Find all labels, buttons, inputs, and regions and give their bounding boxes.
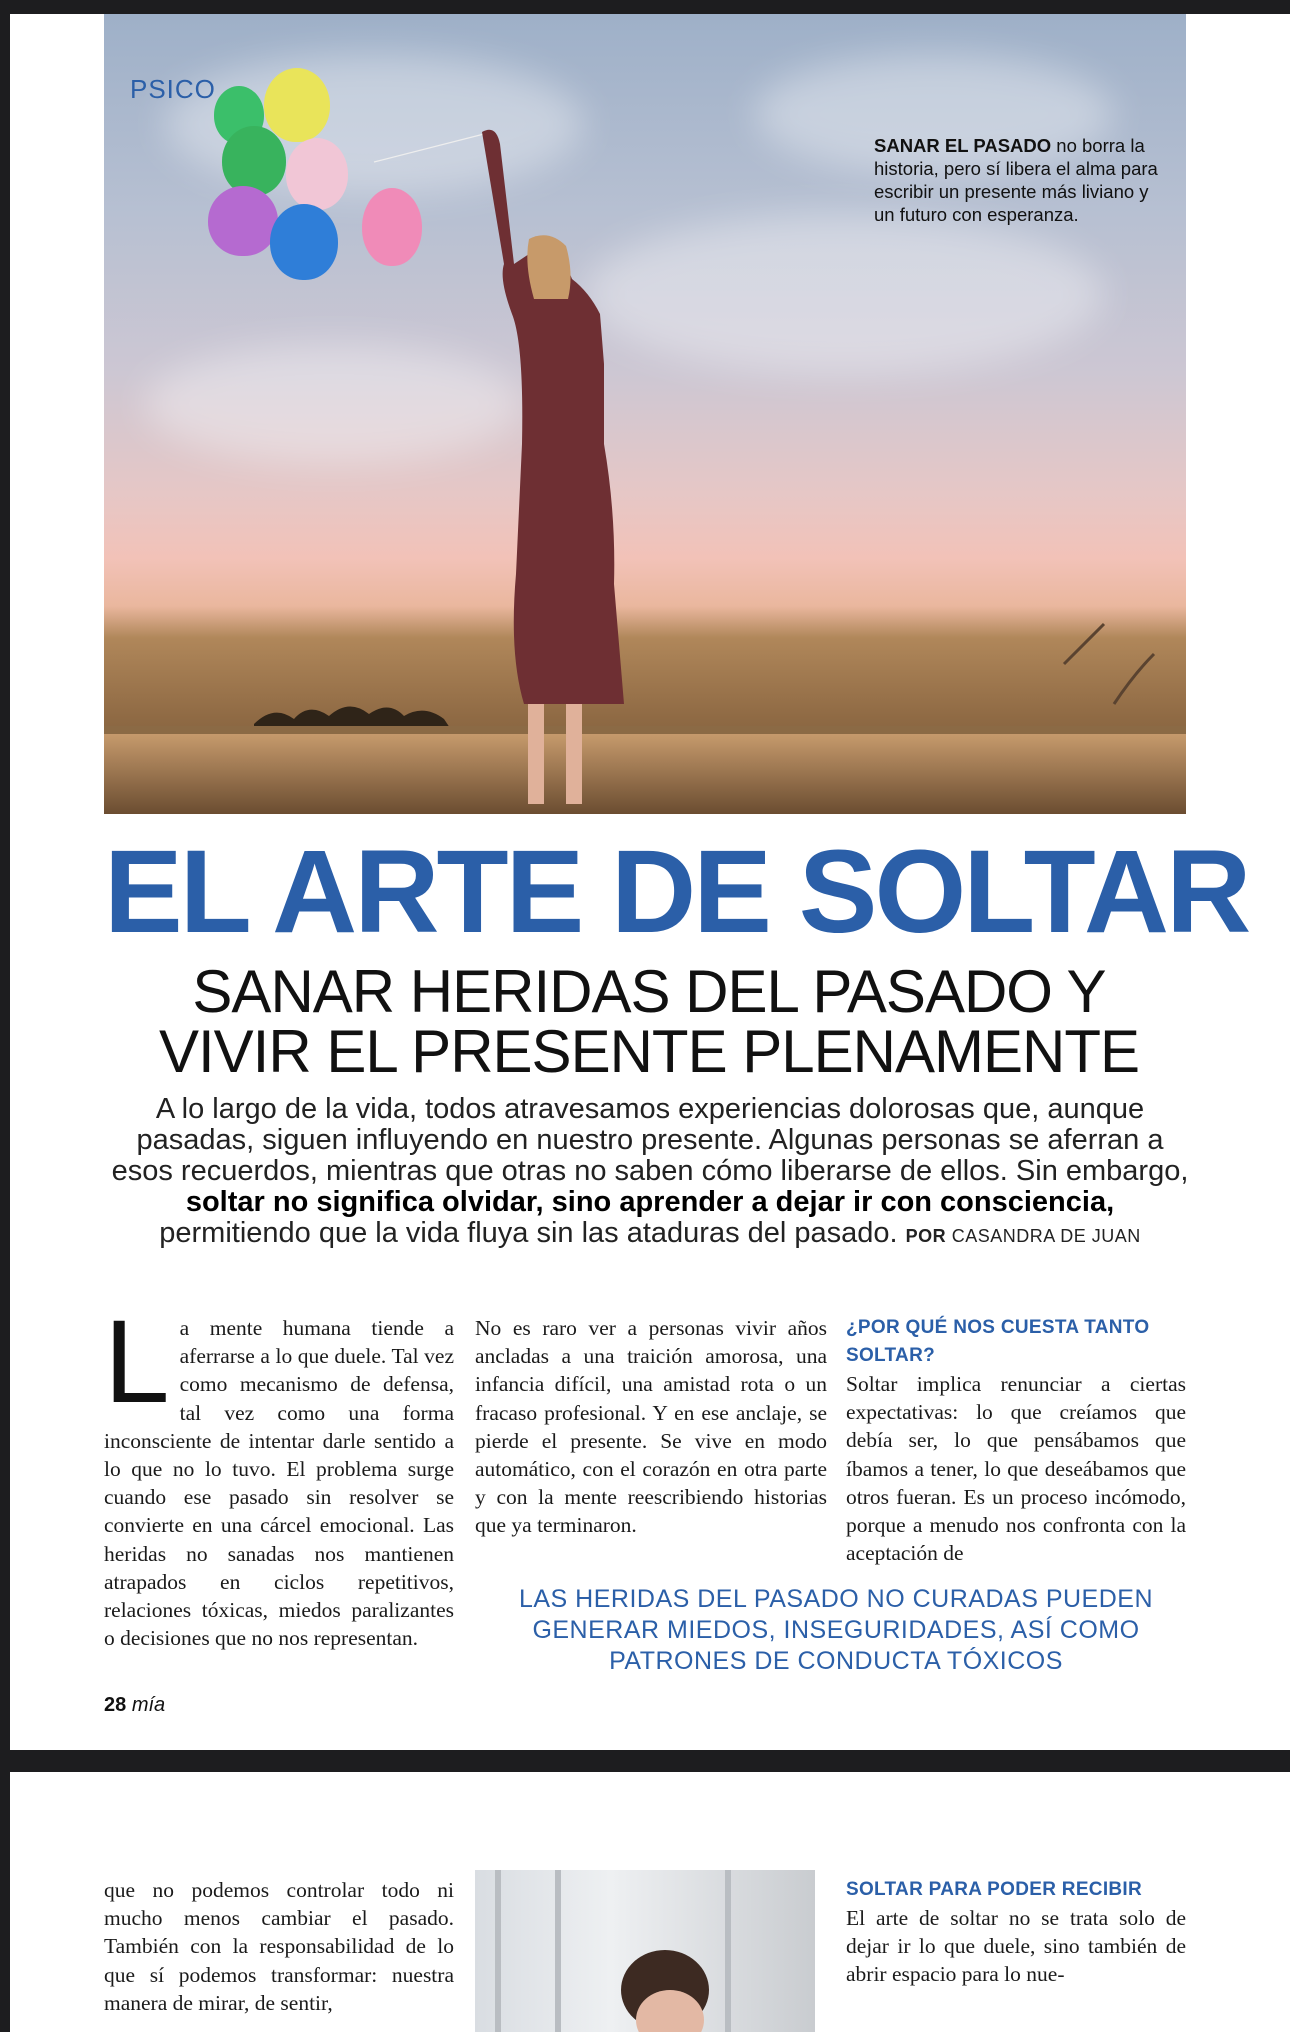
section-label: PSICO bbox=[130, 74, 216, 104]
hero-caption-text: no borra la historia, pero sí libera el alma para escribir un presente más liviano y un futuro con esperanza. bbox=[874, 135, 1158, 225]
hero-caption bbox=[874, 134, 1164, 226]
magazine-brand: mía bbox=[131, 1694, 166, 1716]
article-lead bbox=[110, 1094, 1190, 1252]
green-balloon bbox=[222, 126, 286, 196]
pink-balloon bbox=[362, 188, 422, 266]
article-title: EL ARTE DE SOLTAR bbox=[104, 826, 1249, 958]
article-photo bbox=[475, 1870, 815, 2032]
column-heading: ¿POR QUÉ NOS CUESTA TANTO SOLTAR? bbox=[846, 1317, 1150, 1366]
blue-balloon bbox=[270, 204, 338, 280]
lead-text: permitiendo que la vida fluya sin las ataduras del pasado. bbox=[159, 1217, 906, 1249]
pink-balloon bbox=[286, 138, 348, 210]
lead-emphasis: soltar no significa olvidar, sino aprender a dejar ir con consciencia, bbox=[185, 1186, 1115, 1218]
magazine-page-29 bbox=[10, 1772, 1290, 2032]
body-column-2 bbox=[475, 1314, 827, 1540]
hero-caption-lead: SANAR EL PASADO bbox=[874, 135, 1052, 156]
column-text: Soltar implica renunciar a ciertas expectativas: lo que creíamos que debía ser, lo que pensábamos que íbamos a tener, lo que deseábamos que otros fueran. Es un proceso incómodo, porque a menudo nos confronta con la aceptación de bbox=[846, 1372, 1186, 1566]
yellow-balloon bbox=[264, 68, 330, 142]
subtitle-line: VIVIR EL PRESENTE PLENAMENTE bbox=[158, 1018, 1140, 1085]
page-folio bbox=[104, 1694, 165, 1717]
column-heading: SOLTAR PARA PODER RECIBIR bbox=[846, 1879, 1143, 1900]
column-text: que no podemos controlar todo ni mucho menos cambiar el pasado. También con la responsabilidad de lo que sí podemos transformar: nuestra manera de mirar, de sentir, bbox=[104, 1878, 454, 2015]
byline-author: CASANDRA DE JUAN bbox=[946, 1226, 1141, 1246]
photo-illustration bbox=[475, 1870, 815, 2032]
drop-cap: L bbox=[104, 1296, 170, 1428]
column-text: No es raro ver a personas vivir años ancladas a una traición amorosa, una infancia difícil, una amistad rota o un fracaso profesional. Y en ese anclaje, se pierde el presente. Se vive en modo automático, con el corazón en otra parte y con la mente reescribiendo historias que ya terminaron. bbox=[475, 1316, 827, 1538]
body-column-3 bbox=[846, 1876, 1186, 1989]
column-text: a mente humana tiende a aferrarse a lo que duele. Tal vez como mecanismo de defensa, tal vez como una forma inconsciente de intentar darle sentido a lo que no lo tuvo. El problema surge cuando ese pasado sin resolver se convierte en una cárcel emocional. Las heridas no sanadas nos mantienen atrapados en ciclos repetitivos, relaciones tóxicas, miedos paralizantes o decisiones que no nos representan. bbox=[104, 1316, 454, 1651]
body-column-1 bbox=[104, 1876, 454, 2017]
lead-text: A lo largo de la vida, todos atravesamos experiencias dolorosas que, aunque pasadas, siguen influyendo en nuestro presente. Algunas personas se aferran a esos recuerdos, mientras que otras no saben cómo liberarse de ellos. Sin embargo, bbox=[111, 1093, 1189, 1187]
page-number: 28 bbox=[104, 1694, 127, 1716]
article-subtitle bbox=[104, 958, 1194, 1085]
body-column-3 bbox=[846, 1314, 1186, 1567]
byline-por: POR bbox=[905, 1226, 947, 1246]
pull-quote: LAS HERIDAS DEL PASADO NO CURADAS PUEDEN GENERAR MIEDOS, INSEGURIDADES, ASÍ COMO PATRONES DE CONDUCTA TÓXICOS bbox=[518, 1585, 1154, 1675]
body-column-1 bbox=[104, 1296, 454, 1652]
hero-photo bbox=[104, 14, 1186, 814]
column-text: El arte de soltar no se trata solo de dejar ir lo que duele, sino también de abrir espacio para lo nue- bbox=[846, 1906, 1186, 1987]
subtitle-line: SANAR HERIDAS DEL PASADO Y bbox=[192, 958, 1106, 1025]
magazine-page-28 bbox=[10, 14, 1290, 1750]
woman-figure bbox=[482, 130, 624, 704]
purple-balloon bbox=[208, 186, 278, 256]
byline bbox=[906, 1226, 1141, 1246]
